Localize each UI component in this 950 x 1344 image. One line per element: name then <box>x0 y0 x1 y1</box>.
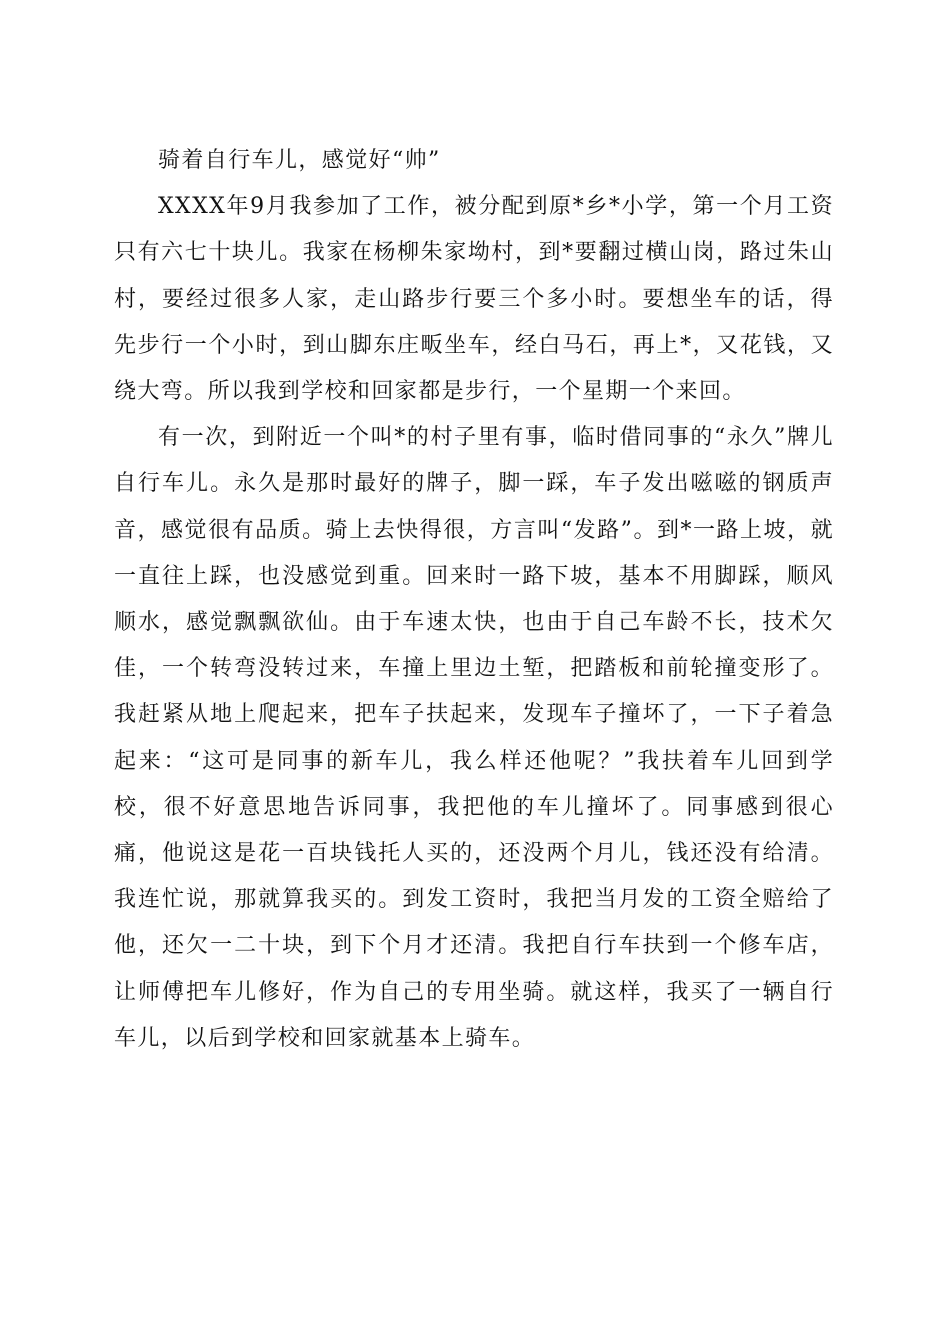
paragraph-1: XXXX年9月我参加了工作，被分配到原*乡*小学，第一个月工资只有六七十块儿。我家在杨柳朱家坳村，到*要翻过横山岗，路过朱山村，要经过很多人家，走山路步行要三个多小时。要想坐车的话，得先步行一个小时，到山脚东庄畈坐车，经白马石，再上*，又花钱，又绕大弯。所以我到学校和回家都是步行，一个星期一个来回。 <box>114 194 834 405</box>
document-title: 骑着自行车儿，感觉好“帅” <box>158 148 441 173</box>
paragraph-2: 有一次，到附近一个叫*的村子里有事，临时借同事的“永久”牌儿自行车儿。永久是那时最好的牌子，脚一踩，车子发出嗞嗞的钢质声音，感觉很有品质。骑上去快得很，方言叫“发路”。到*一路上坡，就一直往上踩，也没感觉到重。回来时一路下坡，基本不用脚踩，顺风顺水，感觉飘飘欲仙。由于车速太快，也由于自己车龄不长，技术欠佳，一个转弯没转过来，车撞上里边土堑，把踏板和前轮撞变形了。我赶紧从地上爬起来，把车子扶起来，发现车子撞坏了，一下子着急起来：“这可是同事的新车儿，我么样还他呢？”我扶着车儿回到学校，很不好意思地告诉同事，我把他的车儿撞坏了。同事感到很心痛，他说这是花一百块钱托人买的，还没两个月儿，钱还没有给清。我连忙说，那就算我买的。到发工资时，我把当月发的工资全赔给了他，还欠一二十块，到下个月才还清。我把自行车扶到一个修车店，让师傅把车儿修好，作为自己的专用坐骑。就这样，我买了一辆自行车儿，以后到学校和回家就基本上骑车。 <box>114 425 834 1051</box>
document-body <box>114 138 834 1062</box>
